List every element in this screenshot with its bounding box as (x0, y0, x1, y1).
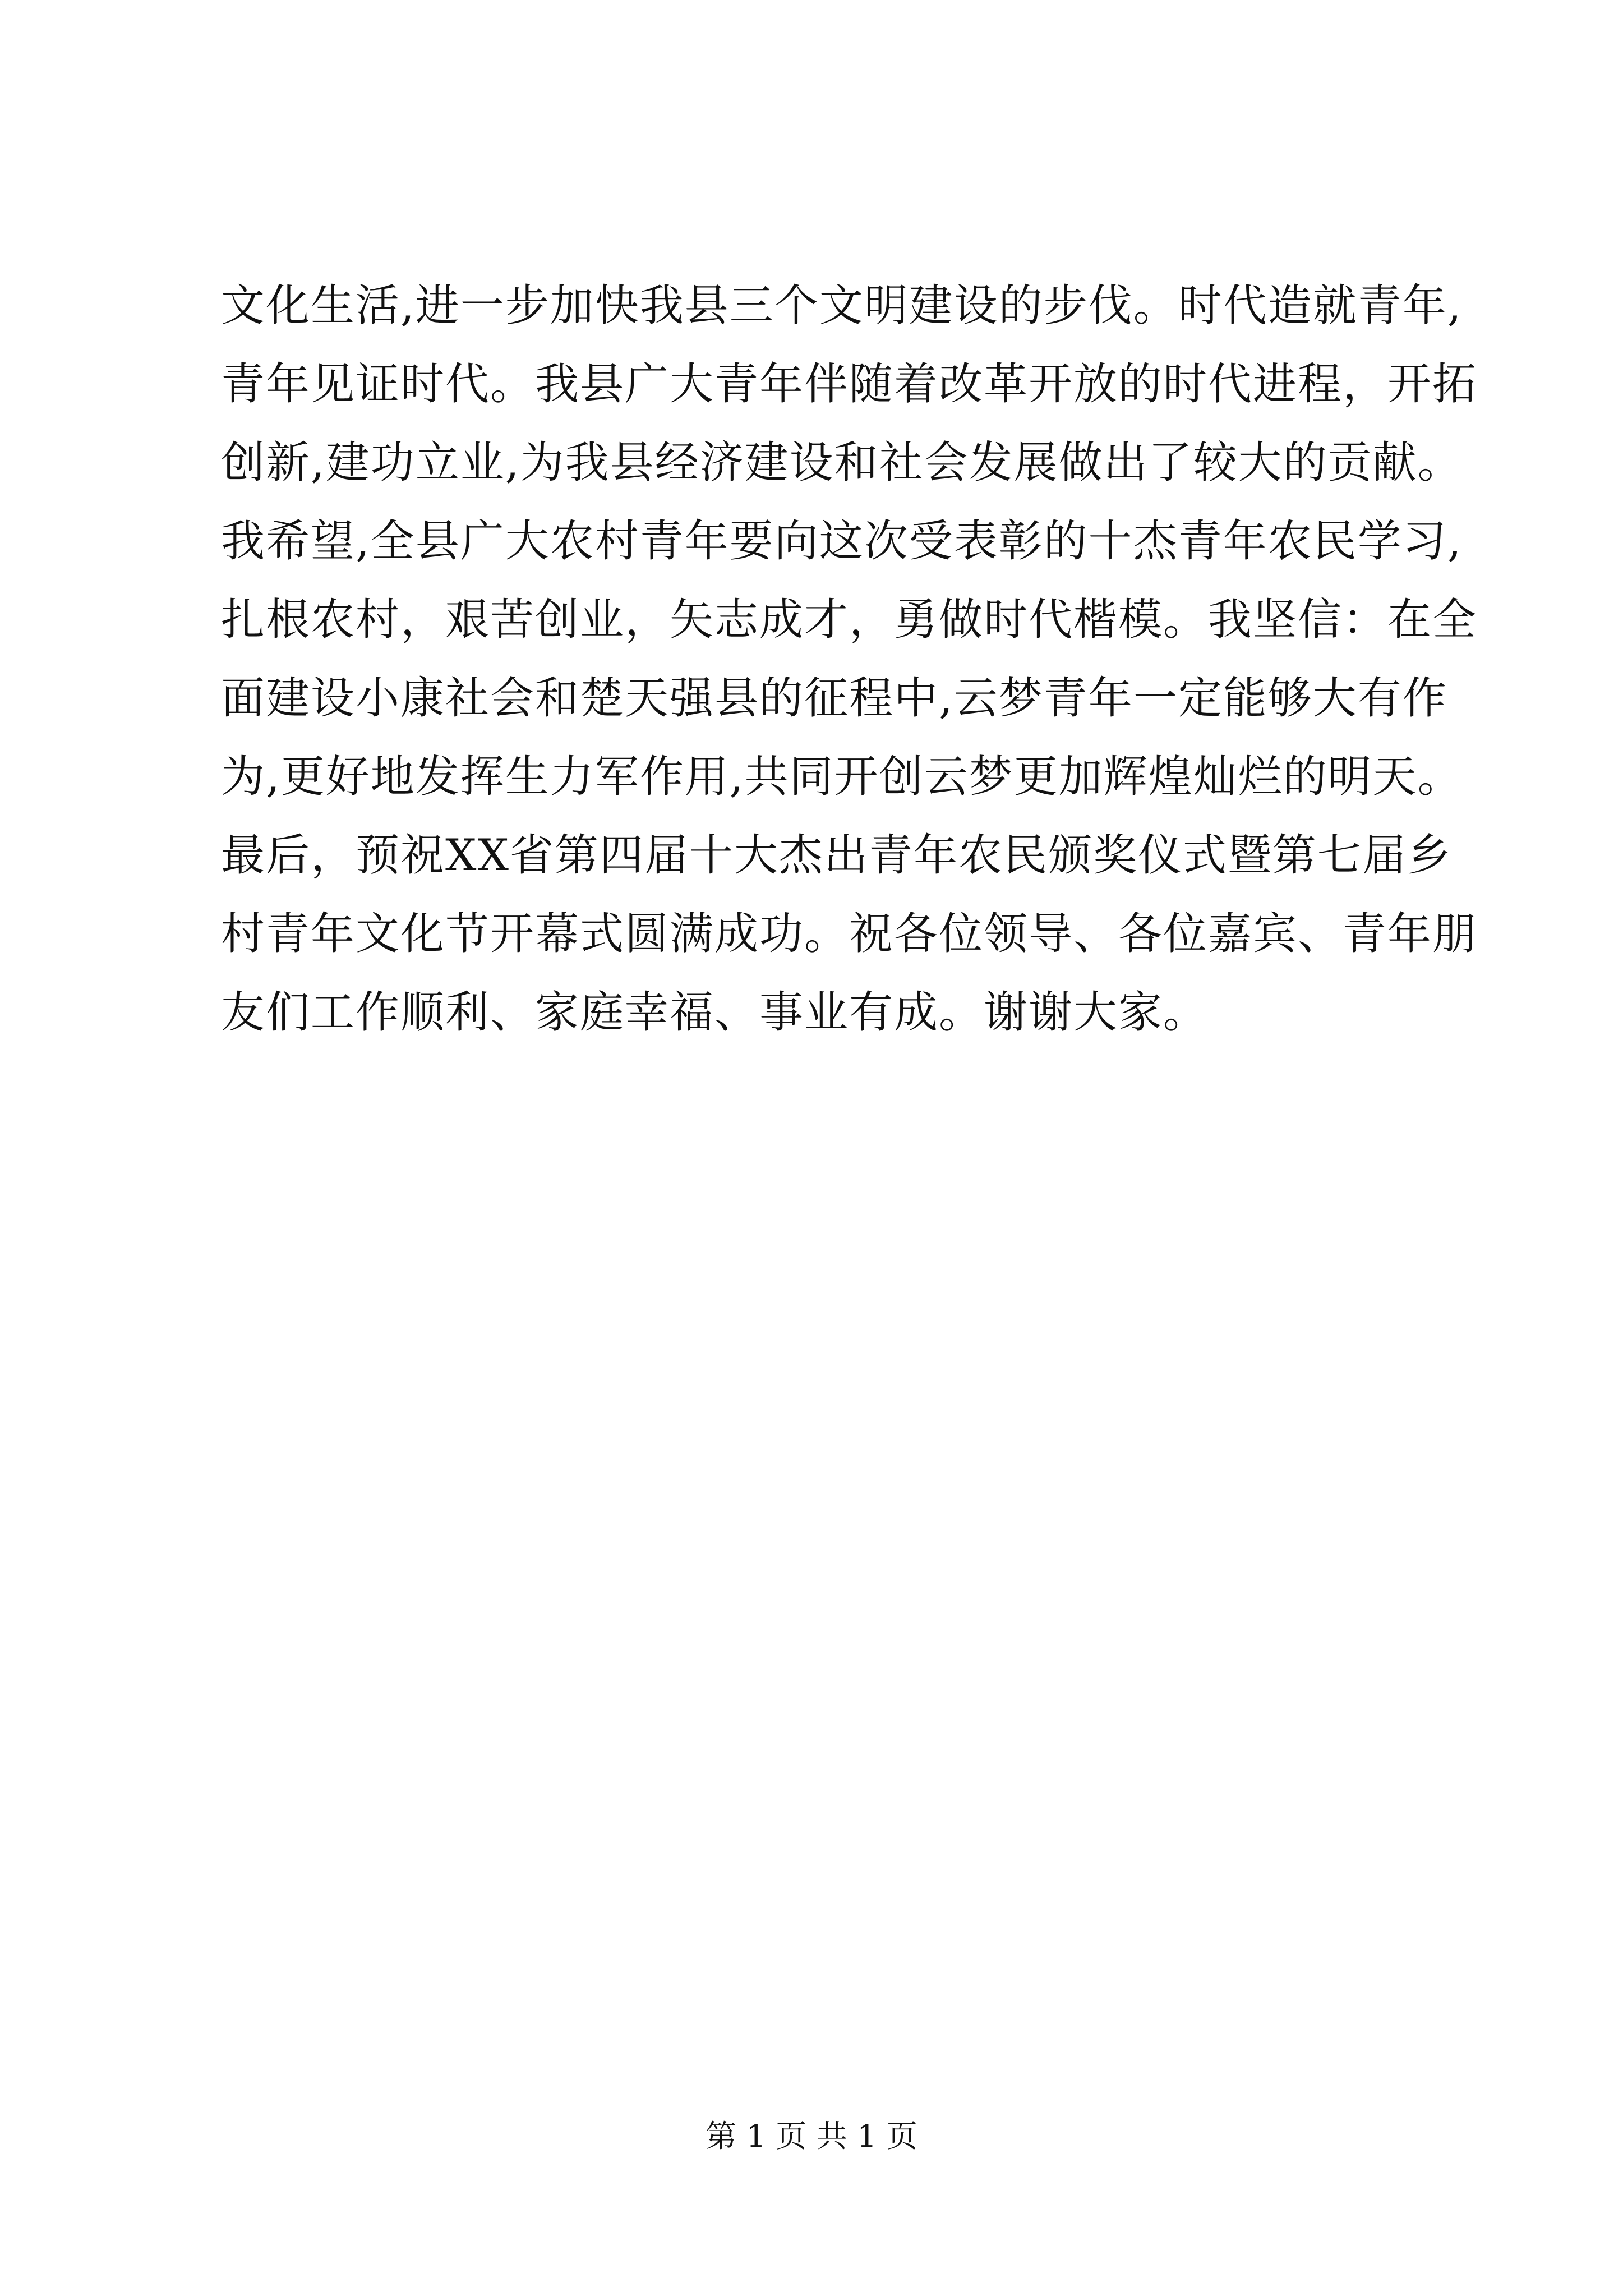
body-text (221, 266, 1478, 1052)
page-footer (0, 2114, 1623, 2159)
text-line: 为,更好地发挥生力军作用,共同开创云梦更加辉煌灿烂的明天。 (221, 752, 1463, 802)
text-line: 我希望,全县广大农村青年要向这次受表彰的十杰青年农民学习, (221, 516, 1463, 567)
text-line: 最后，预祝XX省第四届十大杰出青年农民颁奖仪式暨第七届乡 (221, 830, 1453, 881)
text-line: 友们工作顺利、家庭幸福、事业有成。谢谢大家。 (221, 987, 1209, 1038)
text-line: 扎根农村，艰苦创业，矢志成才，勇做时代楷模。我坚信：在全 (221, 595, 1478, 645)
text-line: 面建设小康社会和楚天强县的征程中,云梦青年一定能够大有作 (221, 673, 1447, 724)
text-line: 青年见证时代。我县广大青年伴随着改革开放的时代进程，开拓 (221, 359, 1478, 409)
text-line: 村青年文化节开幕式圆满成功。祝各位领导、各位嘉宾、青年朋 (221, 909, 1478, 959)
text-line: 创新,建功立业,为我县经济建设和社会发展做出了较大的贡献。 (221, 438, 1463, 488)
text-line: 文化生活,进一步加快我县三个文明建设的步伐。时代造就青年, (221, 280, 1463, 331)
page-number: 第 1 页 共 1 页 (706, 2118, 917, 2154)
